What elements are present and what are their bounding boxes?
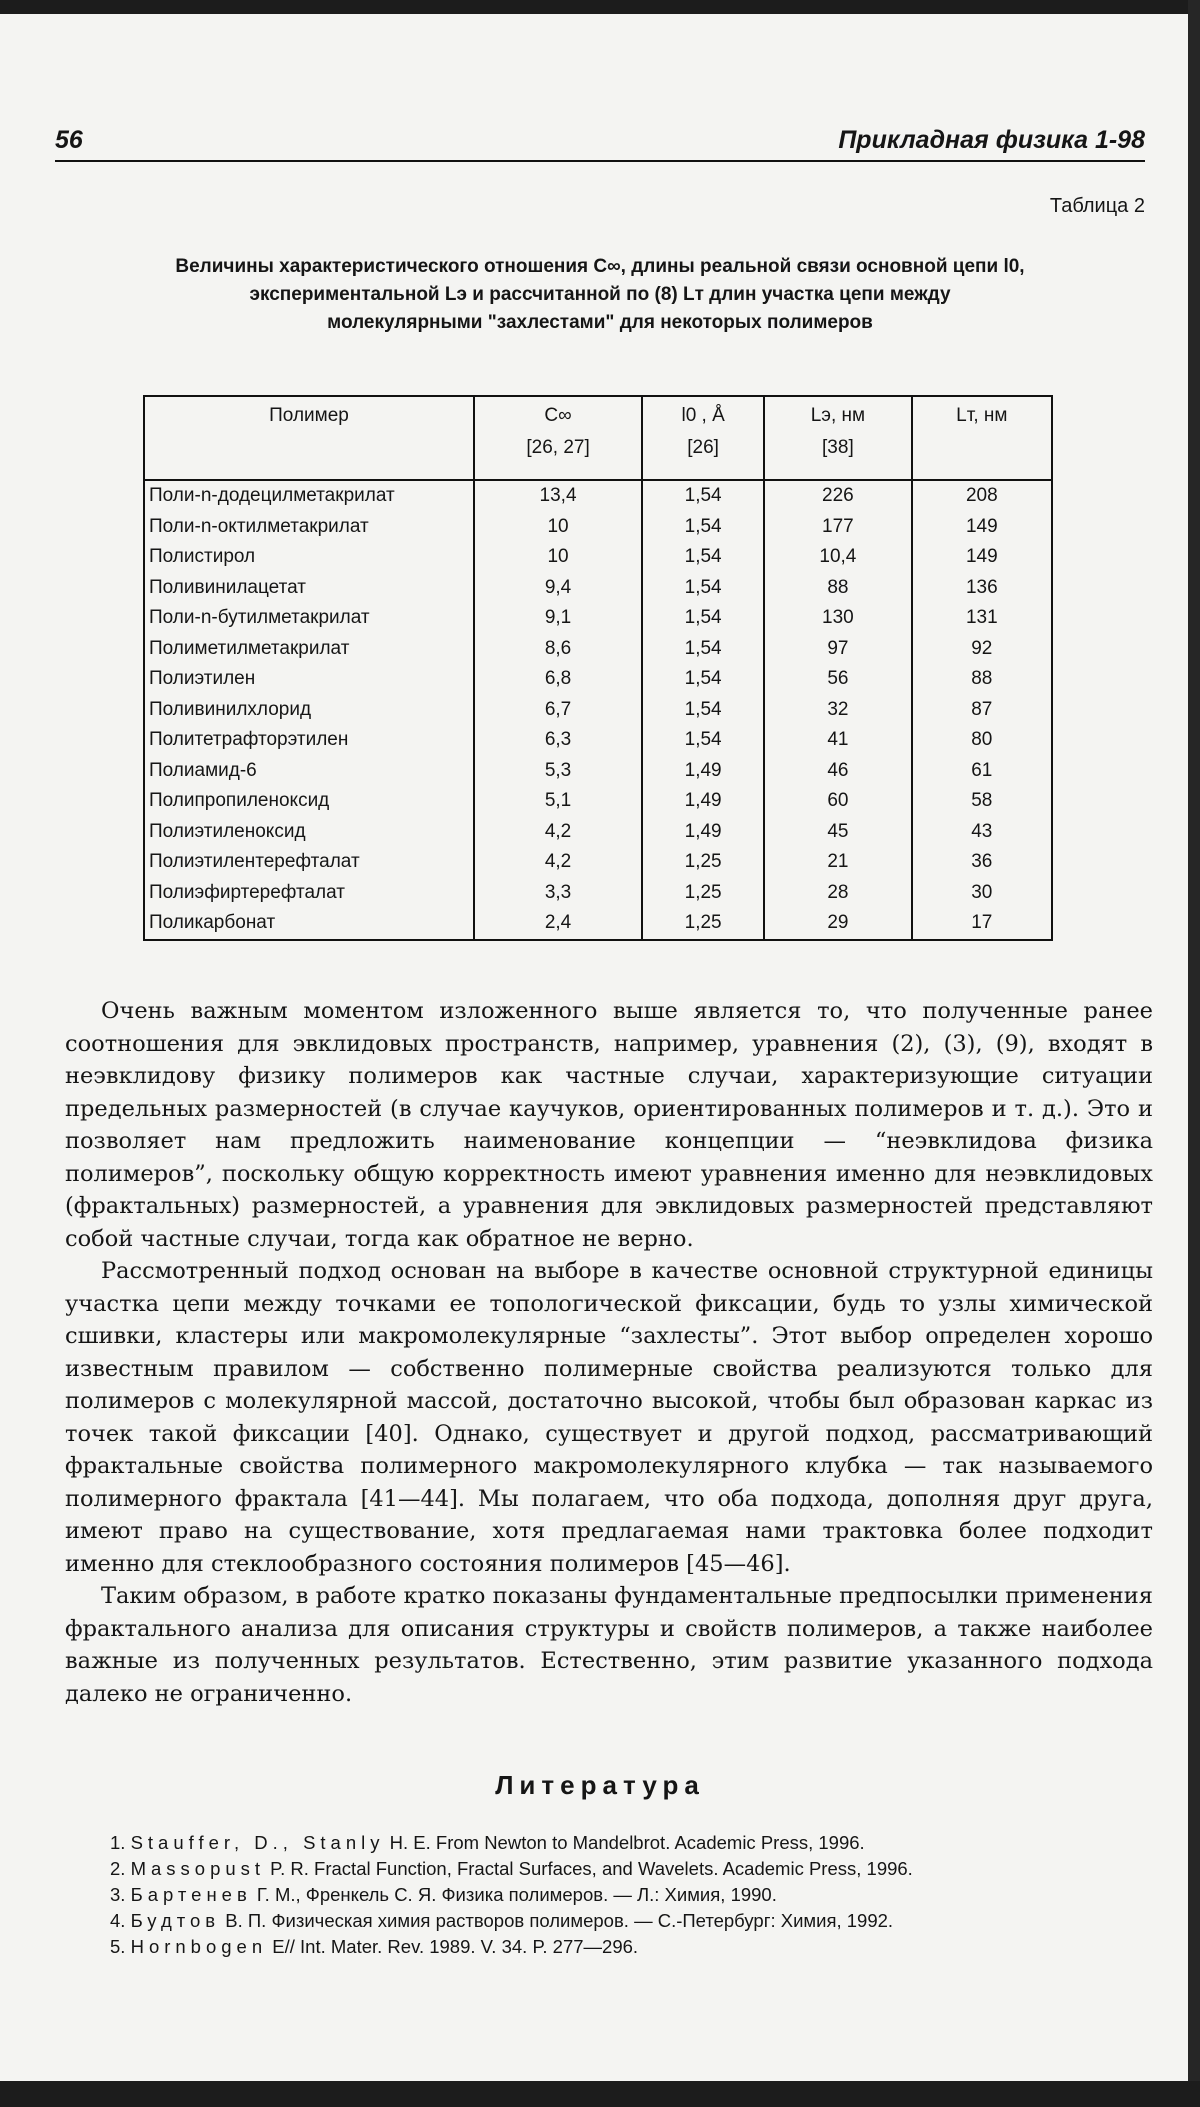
value-cell: 21	[764, 847, 911, 878]
col-header-label: Полимер	[269, 405, 349, 426]
value-cell: 1,25	[642, 908, 764, 940]
reference-item	[110, 1908, 1160, 1934]
reference-item	[110, 1882, 1160, 1908]
value-cell: 4,2	[474, 817, 642, 848]
value-cell: 2,4	[474, 908, 642, 940]
col-header-ref: [26, 27]	[526, 437, 590, 458]
value-cell: 131	[912, 603, 1052, 634]
value-cell: 136	[912, 573, 1052, 604]
value-cell: 226	[764, 480, 911, 512]
polymer-name-cell: Полиметилметакрилат	[144, 634, 474, 665]
polymer-name-cell: Поли-n-додецилметакрилат	[144, 480, 474, 512]
table-row	[144, 878, 1052, 909]
col-header-c-inf	[474, 396, 642, 480]
table-row	[144, 634, 1052, 665]
value-cell: 1,54	[642, 573, 764, 604]
polymer-name-cell: Поливинилацетат	[144, 573, 474, 604]
table-header-row	[144, 396, 1052, 480]
value-cell: 60	[764, 786, 911, 817]
value-cell: 1,49	[642, 817, 764, 848]
data-table	[143, 395, 1053, 941]
table-row	[144, 756, 1052, 787]
value-cell: 61	[912, 756, 1052, 787]
value-cell: 28	[764, 878, 911, 909]
value-cell: 3,3	[474, 878, 642, 909]
value-cell: 149	[912, 512, 1052, 543]
col-header-le	[764, 396, 911, 480]
polymer-name-cell: Полиэтиленоксид	[144, 817, 474, 848]
scan-border-top	[0, 0, 1200, 14]
table-caption	[70, 253, 1130, 337]
col-header-polymer	[144, 396, 474, 480]
col-header-label: l0 , Å	[681, 405, 725, 426]
reference-details: E// Int. Mater. Rev. 1989. V. 34. P. 277—296.	[267, 1936, 639, 1957]
reference-item	[110, 1934, 1160, 1960]
reference-authors: Будтов	[130, 1910, 221, 1931]
value-cell: 1,54	[642, 725, 764, 756]
value-cell: 208	[912, 480, 1052, 512]
table-label: Таблица 2	[1049, 195, 1145, 217]
table-row	[144, 573, 1052, 604]
value-cell: 177	[764, 512, 911, 543]
caption-line: Величины характеристического отношения C∞, длины реальной связи основной цепи l0,	[175, 256, 1025, 277]
value-cell: 1,54	[642, 664, 764, 695]
references-title: Литература	[495, 1770, 705, 1800]
reference-details: В. П. Физическая химия растворов полимеров. — С.-Петербург: Химия, 1992.	[220, 1910, 894, 1931]
journal-title: Прикладная физика 1-98	[838, 126, 1145, 154]
reference-details: P. R. Fractal Function, Fractal Surfaces, and Wavelets. Academic Press, 1996.	[265, 1858, 913, 1879]
value-cell: 29	[764, 908, 911, 940]
value-cell: 32	[764, 695, 911, 726]
col-header-ref: [26]	[687, 437, 719, 458]
polymer-name-cell: Поли-n-октилметакрилат	[144, 512, 474, 543]
reference-number: 2.	[110, 1858, 126, 1879]
value-cell: 17	[912, 908, 1052, 940]
value-cell: 45	[764, 817, 911, 848]
reference-authors: Hornbogen	[130, 1936, 268, 1957]
value-cell: 56	[764, 664, 911, 695]
polymer-name-cell: Поли-n-бутилметакрилат	[144, 603, 474, 634]
value-cell: 1,54	[642, 480, 764, 512]
polymer-name-cell: Полиэфиртерефталат	[144, 878, 474, 909]
value-cell: 1,54	[642, 512, 764, 543]
value-cell: 1,54	[642, 695, 764, 726]
col-header-label: Lт, нм	[956, 405, 1008, 426]
table-row	[144, 817, 1052, 848]
table-row	[144, 542, 1052, 573]
value-cell: 5,1	[474, 786, 642, 817]
polymer-name-cell: Полистирол	[144, 542, 474, 573]
table-row	[144, 695, 1052, 726]
value-cell: 6,8	[474, 664, 642, 695]
col-header-label: Lэ, нм	[810, 405, 866, 426]
paragraph: Рассмотренный подход основан на выборе в качестве основной структурной единицы участка цепи между точками ее топологической фиксации, будь то узлы химической сшивки, кластеры или макромолекулярные “захлесты”. Этот выбор определен хорошо известным правилом — собственно полимерные свойства реализуются только для полимеров с молекулярной массой, достаточно высокой, чтобы был образован каркас из точек такой фиксации [40]. Однако, существует и другой подход, рассматривающий фрактальные свойства полимерного макромолекулярного клубка — так называемого полимерного фрактала [41—44]. Мы полагаем, что оба подхода, дополняя друг друга, имеют право на существование, хотя предлагаемая нами трактовка более подходит именно для стеклообразного состояния полимеров [45—46].	[65, 1258, 1153, 1577]
value-cell: 10	[474, 512, 642, 543]
table-row	[144, 908, 1052, 940]
reference-details: Г. М., Френкель С. Я. Физика полимеров. — Л.: Химия, 1990.	[251, 1884, 777, 1905]
table-body	[144, 480, 1052, 940]
polymer-name-cell: Поликарбонат	[144, 908, 474, 940]
value-cell: 4,2	[474, 847, 642, 878]
value-cell: 1,54	[642, 634, 764, 665]
polymer-name-cell: Поливинилхлорид	[144, 695, 474, 726]
value-cell: 46	[764, 756, 911, 787]
table-row	[144, 786, 1052, 817]
table-row	[144, 603, 1052, 634]
table-row	[144, 664, 1052, 695]
caption-line: экспериментальной Lэ и рассчитанной по (8) Lт длин участка цепи между	[249, 284, 951, 305]
polymer-name-cell: Полиэтилен	[144, 664, 474, 695]
value-cell: 6,3	[474, 725, 642, 756]
reference-number: 4.	[110, 1910, 126, 1931]
table-row	[144, 480, 1052, 512]
value-cell: 36	[912, 847, 1052, 878]
references-list	[110, 1830, 1160, 1960]
value-cell: 80	[912, 725, 1052, 756]
value-cell: 58	[912, 786, 1052, 817]
value-cell: 1,25	[642, 847, 764, 878]
value-cell: 41	[764, 725, 911, 756]
value-cell: 9,1	[474, 603, 642, 634]
polymer-name-cell: Полиамид-6	[144, 756, 474, 787]
reference-number: 5.	[110, 1936, 126, 1957]
value-cell: 13,4	[474, 480, 642, 512]
value-cell: 5,3	[474, 756, 642, 787]
value-cell: 88	[912, 664, 1052, 695]
value-cell: 130	[764, 603, 911, 634]
reference-authors: Бартенев	[130, 1884, 252, 1905]
col-header-ref: [38]	[822, 437, 854, 458]
reference-item	[110, 1830, 1160, 1856]
col-header-l0	[642, 396, 764, 480]
reference-authors: Stauffer, D., Stanly	[130, 1832, 385, 1853]
page-header	[55, 120, 1145, 162]
value-cell: 1,54	[642, 542, 764, 573]
value-cell: 43	[912, 817, 1052, 848]
value-cell: 88	[764, 573, 911, 604]
body-text	[65, 995, 1153, 1710]
reference-number: 1.	[110, 1832, 126, 1853]
page-number: 56	[55, 126, 83, 154]
value-cell: 1,54	[642, 603, 764, 634]
table-row	[144, 847, 1052, 878]
value-cell: 30	[912, 878, 1052, 909]
reference-authors: Massopust	[130, 1858, 266, 1879]
value-cell: 149	[912, 542, 1052, 573]
reference-item	[110, 1856, 1160, 1882]
value-cell: 1,49	[642, 756, 764, 787]
paragraph: Очень важным моментом изложенного выше является то, что полученные ранее соотношения для эвклидовых пространств, например, уравнения (2), (3), (9), входят в неэвклидову физику полимеров как частные случаи, характеризующие ситуации предельных размерностей (в случае каучуков, ориентированных полимеров и т. д.). Это и позволяет нам предложить наименование концепции — “неэвклидова физика полимеров”, поскольку общую корректность имеют уравнения именно для неэвклидовых (фрактальных) размерностей, а уравнения для эвклидовых размерностей представляют собой частные случаи, тогда как обратное не верно.	[65, 998, 1153, 1252]
value-cell: 92	[912, 634, 1052, 665]
col-header-lt	[912, 396, 1052, 480]
table-row	[144, 725, 1052, 756]
value-cell: 1,49	[642, 786, 764, 817]
scan-border-bottom	[0, 2081, 1200, 2107]
value-cell: 97	[764, 634, 911, 665]
value-cell: 1,25	[642, 878, 764, 909]
caption-line: молекулярными "захлестами" для некоторых полимеров	[327, 312, 873, 333]
reference-number: 3.	[110, 1884, 126, 1905]
polymer-name-cell: Полиэтилентерефталат	[144, 847, 474, 878]
value-cell: 6,7	[474, 695, 642, 726]
polymer-name-cell: Политетрафторэтилен	[144, 725, 474, 756]
table-row	[144, 512, 1052, 543]
value-cell: 10,4	[764, 542, 911, 573]
polymer-name-cell: Полипропиленоксид	[144, 786, 474, 817]
value-cell: 9,4	[474, 573, 642, 604]
col-header-label: C∞	[544, 405, 572, 426]
value-cell: 10	[474, 542, 642, 573]
paragraph: Таким образом, в работе кратко показаны фундаментальные предпосылки применения фрактального анализа для описания структуры и свойств полимеров, а также наиболее важные из полученных результатов. Естественно, этим развитие указанного подхода далеко не ограниченно.	[65, 1583, 1153, 1707]
value-cell: 87	[912, 695, 1052, 726]
reference-details: H. E. From Newton to Mandelbrot. Academic Press, 1996.	[384, 1832, 865, 1853]
value-cell: 8,6	[474, 634, 642, 665]
